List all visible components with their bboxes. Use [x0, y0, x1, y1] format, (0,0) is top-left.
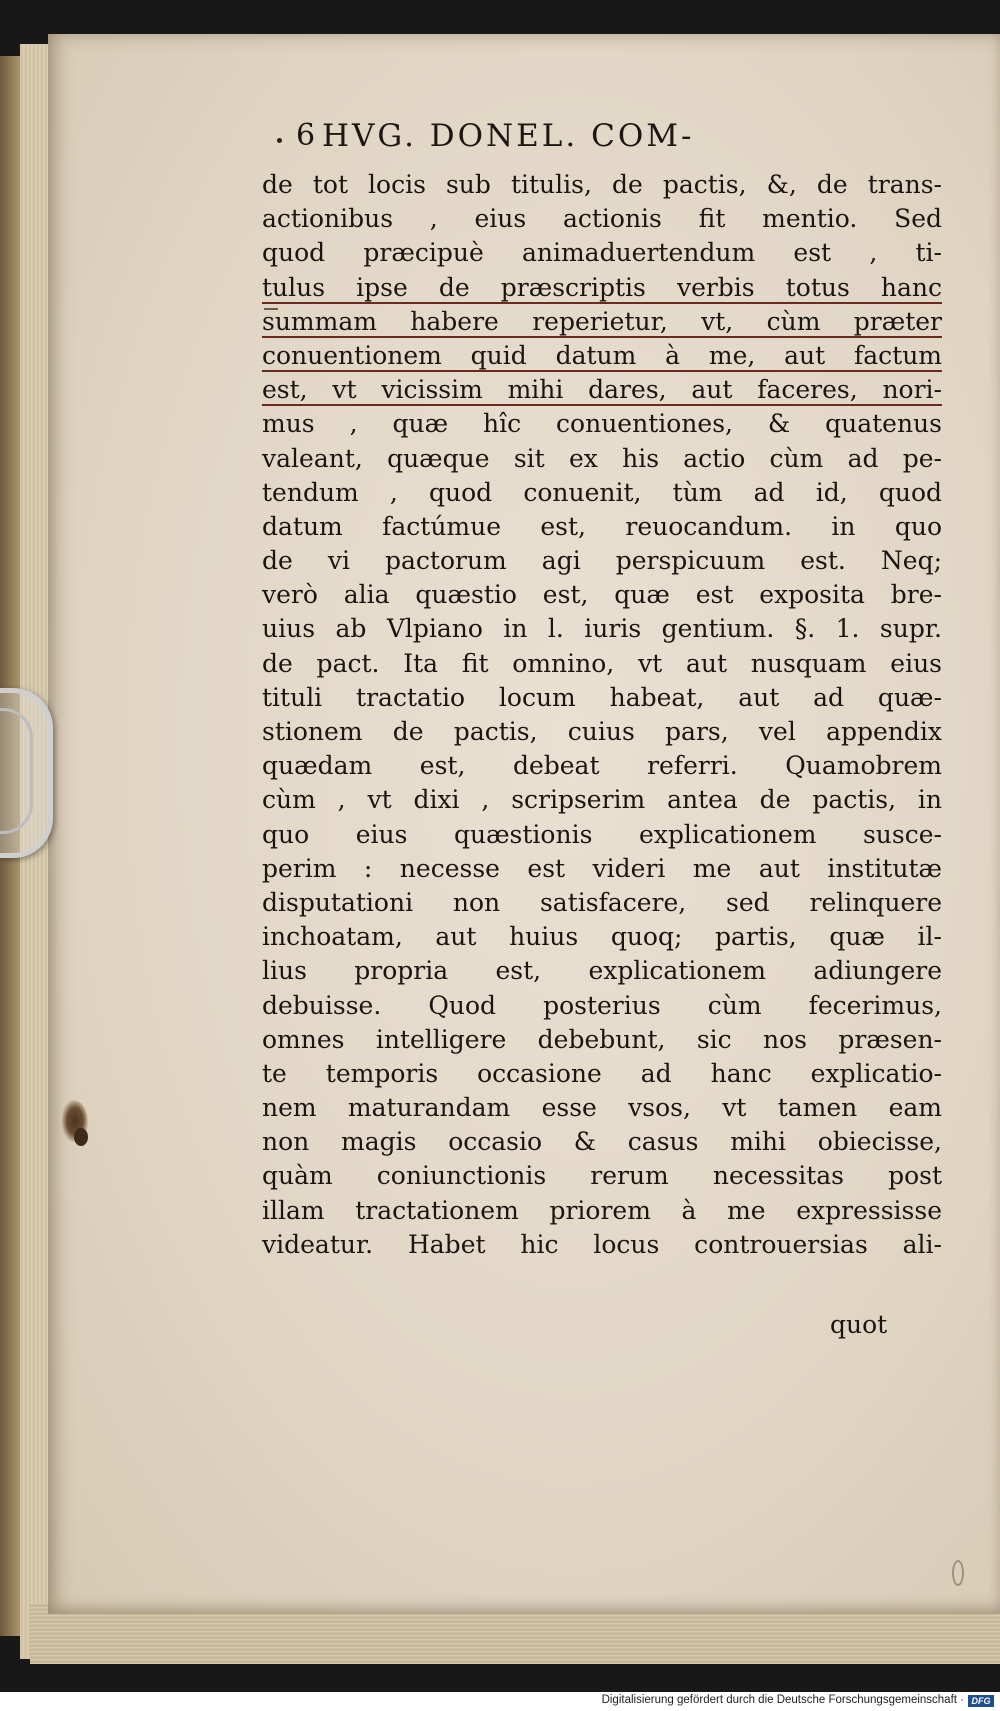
text-line: disputationi non satisfacere, sed relinquere	[262, 887, 942, 917]
text-line: valeant, quæque sit ex his actio cùm ad pe-	[262, 443, 942, 473]
dfg-logo: DFG	[968, 1695, 994, 1707]
text-line: lius propria est, explicationem adiungere	[262, 956, 942, 986]
text-line: stionem de pactis, cuius pars, vel appendix	[262, 717, 942, 746]
text-line: quàm coniunctionis rerum necessitas post	[262, 1161, 942, 1191]
ink-stain-dot	[74, 1128, 88, 1146]
text-line: de vi pactorum agi perspicuum est. Neq;	[262, 546, 942, 576]
text-line: quædam est, debeat referri. Quamobrem	[262, 751, 942, 781]
text-line: quod præcipuè animaduertendum est , ti-	[262, 238, 942, 268]
text-line: quo eius quæstionis explicationem susce-	[262, 819, 942, 849]
page-edge-mark	[952, 1560, 964, 1586]
text-line: datum factúmue est, reuocandum. in quo	[262, 511, 942, 541]
text-line: perim : necesse est videri me aut institutæ	[262, 853, 942, 883]
body-text	[262, 168, 942, 1262]
book-clip-inner	[0, 708, 33, 834]
text-line: videatur. Habet hic locus controuersias ali-	[262, 1229, 942, 1259]
footer-bar	[0, 1692, 1000, 1711]
text-line: de tot locis sub titulis, de pactis, &, de trans-	[262, 170, 942, 199]
running-head: HVG. DONEL. COM-	[322, 118, 695, 154]
footer-credit: Digitalisierung gefördert durch die Deutsche Forschungsgemeinschaft ·	[601, 1694, 964, 1706]
text-line: tituli tractatio locum habeat, aut ad quæ-	[262, 682, 942, 712]
text-line: non magis occasio & casus mihi obiecisse,	[262, 1127, 942, 1157]
text-line-underlined: tulus ipse de præscriptis verbis totus hanc	[262, 272, 942, 302]
catchword: quot	[830, 1310, 888, 1339]
text-line: actionibus , eius actionis fit mentio. Sed	[262, 204, 942, 234]
text-line: verò alia quæstio est, quæ est exposita bre-	[262, 580, 942, 610]
text-line: de pact. Ita fit omnino, vt aut nusquam eius	[262, 648, 942, 678]
text-line: debuisse. Quod posterius cùm fecerimus,	[262, 990, 942, 1020]
text-line: uius ab Vlpiano in l. iuris gentium. §. 1. supr.	[262, 614, 942, 644]
margin-dot	[277, 138, 282, 143]
text-line: te temporis occasione ad hanc explicatio-	[262, 1058, 942, 1088]
text-line: nem maturandam esse vsos, vt tamen eam	[262, 1093, 942, 1123]
text-line-underlined: conuentionem quid datum à me, aut factum	[262, 340, 942, 370]
text-line: cùm , vt dixi , scripserim antea de pactis, in	[262, 785, 942, 815]
text-line: mus , quæ hîc conuentiones, & quatenus	[262, 409, 942, 439]
text-line: omnes intelligere debebunt, sic nos præsen-	[262, 1024, 942, 1054]
text-line-underlined: est, vt vicissim mihi dares, aut faceres, nori-	[262, 375, 942, 405]
text-line: illam tractationem priorem à me expressisse	[262, 1195, 942, 1225]
page-number: 6	[296, 118, 316, 153]
text-line-underlined: summam habere reperietur, vt, cùm præter	[262, 306, 942, 336]
text-line: tendum , quod conuenit, tùm ad id, quod	[262, 477, 942, 507]
text-line: inchoatam, aut huius quoq; partis, quæ il-	[262, 922, 942, 952]
